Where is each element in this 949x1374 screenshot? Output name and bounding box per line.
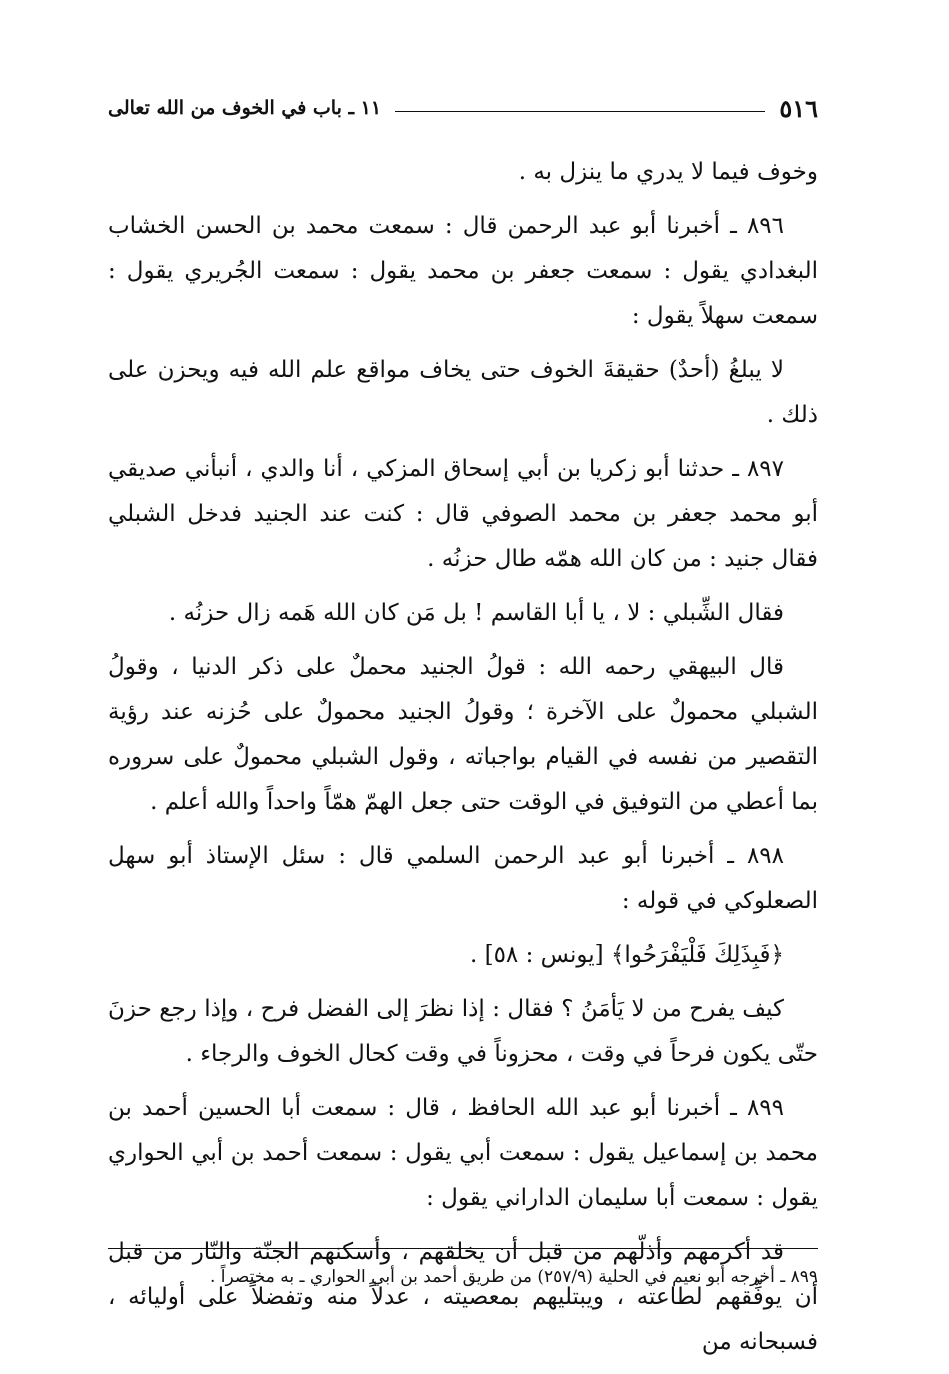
page-number: ٥١٦: [779, 93, 818, 123]
paragraph-continuation: وخوف فيما لا يدري ما ينزل به .: [518, 159, 818, 185]
shibli-reply: فقال الشِّبلي : لا ، يا أبا القاسم ! بل مَن كان الله هَمه زال حزنُه .: [168, 600, 784, 626]
sahl-answer: كيف يفرح من لا يَأمَنُ ؟ فقال : إذا نظرَ إلى الفضل فرح ، وإذا رجع حزنَ حتّى يكون فرحاً في وقت ، محزوناً في وقت كحال الخوف والرجاء .: [108, 996, 818, 1067]
narration-899: ٨٩٩ ـ أخبرنا أبو عبد الله الحافظ ، قال : سمعت أبا الحسين أحمد بن محمد بن إسماعيل يقول : سمعت أبي يقول : سمعت أحمد بن أبي الحواري يقول : سمعت أبا سليمان الداراني يقول :: [108, 1095, 818, 1211]
narration-897: ٨٩٧ ـ حدثنا أبو زكريا بن أبي إسحاق المزكي ، أنا والدي ، أنبأني صديقي أبو محمد جعفر بن محمد الصوفي قال : كنت عند الجنيد فدخل الشبلي فقال جنيد : من كان الله همّه طال حزنُه .: [108, 456, 818, 572]
main-text: [108, 150, 818, 1374]
bayhaqi-commentary: قال البيهقي رحمه الله : قولُ الجنيد محملٌ على ذكر الدنيا ، وقولُ الشبلي محمولٌ على الآخرة ؛ وقولُ الجنيد محمولٌ على حُزنه عند رؤية التقصير من نفسه في القيام بواجباته ، وقول الشبلي محمولٌ على سروره بما أعطي من التوفيق في الوقت حتى جعل الهمّ همّاً واحداً والله أعلم .: [108, 654, 818, 815]
quran-verse: ﴿فَبِذَلِكَ فَلْيَفْرَحُوا﴾ [يونس : ٥٨] .: [469, 942, 784, 968]
quote-sahl: لا يبلغُ (أحدٌ) حقيقةَ الخوف حتى يخاف مواقع علم الله فيه ويحزن على ذلك .: [108, 357, 818, 428]
footnote: ٨٩٩ ـ أخرجه أبو نعيم في الحلية (٢٥٧/٩) من طريق أحمد بن أبي الحواري ـ به مختصراً .: [108, 1248, 818, 1291]
header-rule: [395, 111, 765, 112]
narration-898: ٨٩٨ ـ أخبرنا أبو عبد الرحمن السلمي قال : سئل الإستاذ أبو سهل الصعلوكي في قوله :: [108, 843, 818, 914]
quote-darani: قد أكرمهم وأذلّهم من قبل أن يخلقهم ، وأسكنهم الجنّة والنّار من قبل أن يوفِّقهم لطاعته ، ويبتليهم بمعصيته ، عدلاً منه وتفضلاً على أوليائه ، فسبحانه من: [108, 1239, 818, 1355]
running-title: ١١ ـ باب في الخوف من الله تعالى: [108, 97, 382, 119]
page-header: [108, 92, 818, 124]
narration-896: ٨٩٦ ـ أخبرنا أبو عبد الرحمن قال : سمعت محمد بن الحسن الخشاب البغدادي يقول : سمعت جعفر بن محمد يقول : سمعت الجُريري يقول : سمعت سهلاً يقول :: [108, 213, 818, 329]
